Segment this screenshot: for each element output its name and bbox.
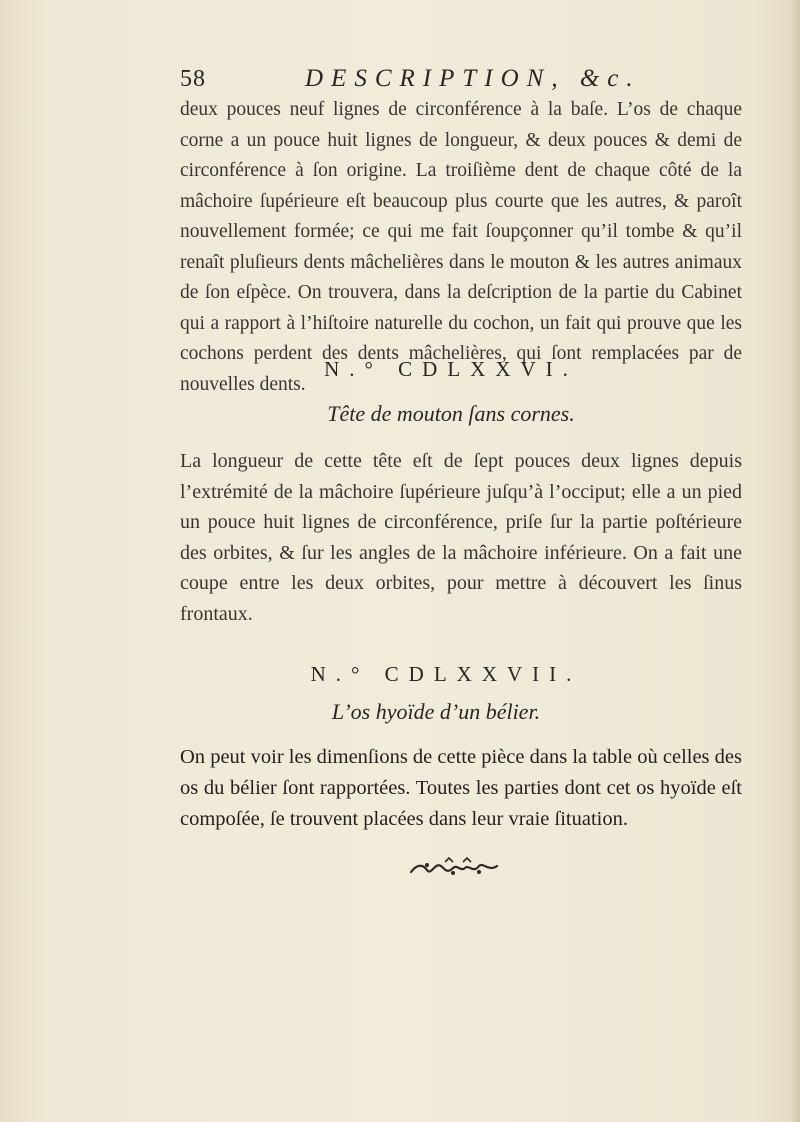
section-title: Tête de mouton ſans cornes.: [327, 401, 575, 426]
running-title: DESCRIPTION, &c.: [305, 65, 641, 92]
page-edge-shadow: [790, 0, 800, 1122]
section-body: On peut voir les dimenſions de cette pièce dans la table où celles des os du bélier ſont rapportées. Toutes les parties dont cet os hyoïde eſt compoſée, ſe trouvent placées dans leur vraie ſituation.: [180, 746, 742, 830]
section-body: La longueur de cette tête eſt de ſept pouces deux lignes depuis l’extrémité de la mâchoire ſupérieure juſqu’à l’occiput; elle a un pied un pouce huit lignes de circonférence, priſe ſur la partie poſtérieure des orbites, & ſur les angles de la mâchoire inférieure. On a fait une coupe entre les deux orbites, pour mettre à découvert les ſinus frontaux.: [180, 450, 742, 625]
section-title: L’os hyoïde d’un bélier.: [331, 699, 541, 724]
continued-paragraph: deux pouces neuf lignes de circonférence à la baſe. L’os de chaque corne a un pouce huit lignes de longueur, & deux pouces & demi de circonférence à ſon origine. La troiſième dent de chaque côté de la mâchoire ſupérieure eſt beaucoup plus courte que les autres, & paroît nouvellement formée; ce qui me fait ſoupçonner qu’il tombe & qu’il renaît pluſieurs dents mâchelières dans le mouton & les autres animaux de ſon eſpèce. On trouvera, dans la deſcription de la partie du Cabinet qui a rapport à l’hiſtoire naturelle du cochon, un fait qui prouve que les cochons perdent des dents mâchelières, qui ſont remplacées par de nouvelles dents.: [180, 99, 742, 395]
page-number: 58: [180, 66, 206, 92]
page-header: [180, 66, 740, 98]
section-number: N.° CDLXXVII.: [310, 662, 582, 686]
section-number: N.° CDLXXVI.: [324, 357, 578, 381]
printer-ornament-icon: [405, 856, 505, 880]
